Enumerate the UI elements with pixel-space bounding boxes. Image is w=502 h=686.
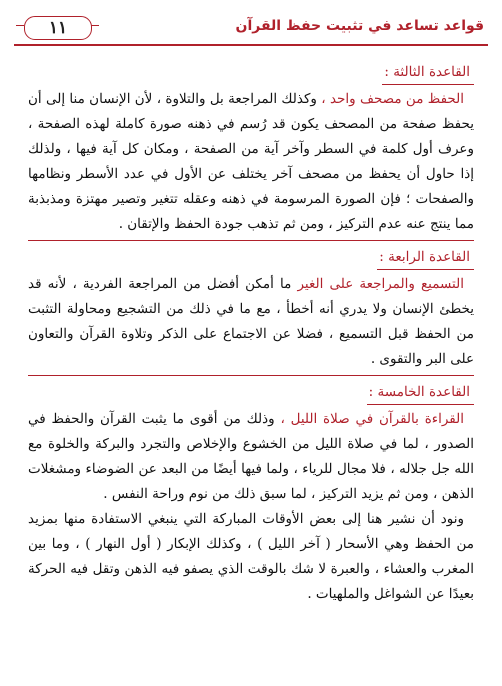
rule3-heading [28, 60, 474, 85]
header-rule [14, 44, 488, 46]
page-body [28, 56, 474, 607]
rule5-body: وذلك من أقوى ما يثبت القرآن والحفظ في الصدور ، لما في صلاة الليل من الخشوع والإخلاص والتجرد والبركة والخلوة مع الله جل جلاله ، فلا مجال للرياء ، ولما فيها أيضًا من البعد عن الضوضاء ومشغلات الذهن ، ومن ثم يزيد التركيز ، لما سبق ذلك من نوم وراحة النفس . [28, 411, 474, 502]
rule4-heading-text: القاعدة الرابعة : [377, 245, 474, 270]
rule5-lead: القراءة بالقرآن في صلاة الليل ، [280, 411, 465, 427]
section-separator [28, 240, 474, 241]
page-number: ١١ [48, 17, 68, 38]
page-header [14, 10, 488, 44]
rule3-paragraph [28, 87, 474, 237]
rule5-paragraph [28, 407, 474, 507]
rule5-paragraph-2 [28, 507, 474, 607]
rule5-heading [28, 380, 474, 405]
badge-left-line [16, 25, 24, 26]
rule4-body: ما أمكن أفضل من المراجعة الفردية ، لأنه قد يخطئ الإنسان ولا يدري أنه أخطأ ، مع ما في ذلك من التشجيع ومحاولة التثبت من الحفظ قبل التسميع ، فضلا عن الاجتماع على الذكر وتلاوة القرآن والتعاون على البر والتقوى . [28, 276, 474, 367]
rule4-paragraph [28, 272, 474, 372]
rule4-heading [28, 245, 474, 270]
rule4-lead: التسميع والمراجعة على الغير [297, 276, 464, 292]
page-number-badge [24, 16, 92, 40]
rule5-heading-text: القاعدة الخامسة : [367, 380, 474, 405]
section-separator [28, 375, 474, 376]
rule3-lead: الحفظ من مصحف واحد ، [321, 91, 464, 107]
rule3-body: وكذلك المراجعة بل والتلاوة ، لأن الإنسان منا إلى أن يحفظ صفحة من المصحف يكون قد رُسم في ذهنه صورة كاملة لهذه الصفحة ، وعرف أول كلمة في السطر وآخر آية من الصفحة ، ومكان كل آية فيها ، ولذلك إذا حاول أن يحفظ من مصحف آخر يختلف عن الأول في عدد الأسطر ونظامها والصفحات ؛ فإن الصورة المرسومة في ذهنه وعقله تتغير وتصير مهتزة ومذبذبة مما ينتج عنه عدم التركيز ، ومن ثم تذهب جودة الحفظ والإتقان . [28, 91, 474, 232]
rule5-body2: ونود أن نشير هنا إلى بعض الأوقات المباركة التي ينبغي الاستفادة منها بمزيد من الحفظ وهي الأسحار ( آخر الليل ) ، وكذلك الإبكار ( أول النهار ) ، وما بين المغرب والعشاء ، والعبرة لا شك بالوقت الذي يصفو فيه الذهن وتقل فيه الحركة بعيدًا عن الشواغل والملهيات . [28, 511, 474, 602]
rule3-heading-text: القاعدة الثالثة : [382, 60, 474, 85]
running-title: قواعد تساعد في تثبيت حفظ القرآن [235, 18, 484, 34]
badge-right-line [91, 25, 99, 26]
